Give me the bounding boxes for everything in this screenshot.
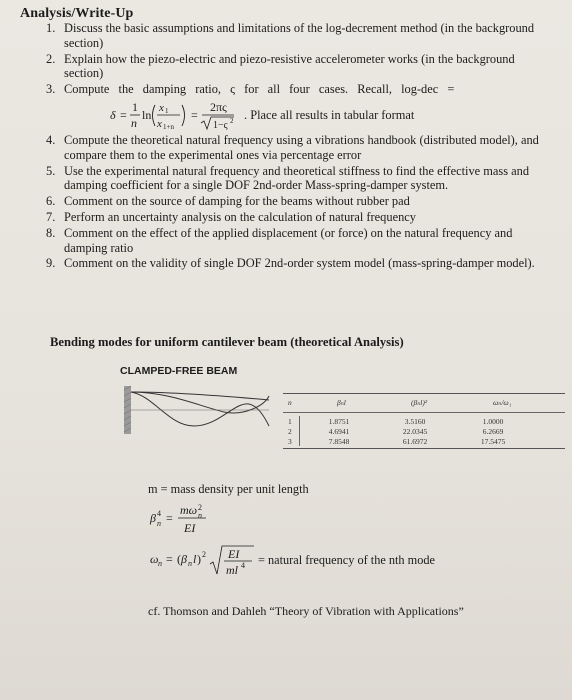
svg-text:x: x xyxy=(159,101,164,114)
table-cell: 17.5475 xyxy=(480,437,506,446)
task-list xyxy=(46,20,556,271)
list-item xyxy=(46,226,556,256)
table-cell: 22.0345 xyxy=(402,427,428,436)
list-item xyxy=(46,21,556,51)
svg-text:2: 2 xyxy=(198,503,202,512)
item-number: 5. xyxy=(46,163,56,178)
list-item xyxy=(46,133,556,163)
table-cell: 4.6941 xyxy=(328,427,350,436)
list-item xyxy=(46,82,556,97)
svg-text:1: 1 xyxy=(132,99,138,114)
svg-text:1: 1 xyxy=(165,106,169,115)
log-dec-equation xyxy=(108,98,262,132)
list-item xyxy=(46,194,556,209)
svg-text:=: = xyxy=(166,511,173,525)
mode-shapes xyxy=(131,392,269,426)
svg-text:1+n: 1+n xyxy=(163,122,174,131)
svg-text:n: n xyxy=(157,519,161,528)
item-text: Perform an uncertainty analysis on the calculation of natural frequency xyxy=(64,209,416,224)
item-text: Compute the damping ratio, ς for all four cases. Recall, log-dec = xyxy=(64,82,455,97)
item-number: 8. xyxy=(46,225,56,240)
table-cell: 1.8751 xyxy=(328,417,350,426)
table-header: n xyxy=(288,398,292,407)
mode-shape-diagram xyxy=(124,382,274,442)
item-number: 7. xyxy=(46,209,56,224)
svg-text:n: n xyxy=(188,559,192,568)
svg-text:EI: EI xyxy=(228,547,240,561)
table-cell: 3.5160 xyxy=(404,417,426,426)
svg-text:(: ( xyxy=(177,552,181,566)
item-number: 9. xyxy=(46,256,56,271)
svg-text:ω: ω xyxy=(150,552,159,566)
svg-text:mω: mω xyxy=(180,503,198,517)
svg-text:4: 4 xyxy=(241,561,245,570)
svg-text:ln: ln xyxy=(142,107,152,122)
frequency-note: = natural frequency of the nth mode xyxy=(258,552,435,567)
page-title: Analysis/Write-Up xyxy=(20,6,134,21)
citation: cf. Thomson and Dahleh “Theory of Vibration with Applications” xyxy=(148,604,464,618)
frequency-table xyxy=(283,393,565,449)
svg-text:EI: EI xyxy=(184,521,196,535)
svg-text:ml: ml xyxy=(226,563,238,577)
table-cell: 61.6972 xyxy=(402,437,428,446)
item-text: Discuss the basic assumptions and limitations of the log-decrement method (in the background section) xyxy=(64,21,535,50)
beta-equation xyxy=(148,500,238,540)
item-number: 4. xyxy=(46,132,56,147)
svg-text:=: = xyxy=(120,107,127,122)
svg-text:x: x xyxy=(157,117,162,130)
svg-text:n: n xyxy=(158,559,162,568)
item-number: 2. xyxy=(46,51,56,66)
svg-text:l: l xyxy=(193,552,197,566)
mass-definition: m = mass density per unit length xyxy=(148,482,309,496)
svg-text:): ) xyxy=(197,552,201,566)
svg-text:2: 2 xyxy=(202,550,206,559)
svg-text:β: β xyxy=(150,511,156,525)
item-number: 6. xyxy=(46,194,56,209)
svg-text:δ: δ xyxy=(110,107,116,122)
svg-text:4: 4 xyxy=(157,509,161,518)
natural-frequency-equation xyxy=(148,540,435,580)
mode-3-curve xyxy=(131,392,269,426)
clamped-support xyxy=(124,386,131,434)
svg-text:1−ς: 1−ς xyxy=(213,119,228,131)
table-cell: 7.8548 xyxy=(328,437,350,446)
table-cell: 1.0000 xyxy=(482,417,504,426)
list-item xyxy=(46,164,556,194)
beam-title: CLAMPED-FREE BEAM xyxy=(120,365,238,377)
svg-text:=: = xyxy=(166,552,173,566)
svg-text:2πς: 2πς xyxy=(210,99,227,114)
log-decrement-formula xyxy=(108,98,556,132)
item-text: Comment on the effect of the applied displacement (or force) on the natural frequency and damping ratio xyxy=(64,225,513,255)
svg-text:=: = xyxy=(191,107,198,122)
table-header: ωₙ/ω₁ xyxy=(493,398,512,407)
svg-text:2: 2 xyxy=(230,116,234,125)
table-cell: 3 xyxy=(288,437,292,446)
table-cell: 6.2669 xyxy=(482,427,504,436)
item-text: Comment on the source of damping for the beams without rubber pad xyxy=(64,194,410,209)
item-text: Use the experimental natural frequency and theoretical stiffness to find the effective mass and damping coefficient for a single DOF 2nd-order Mass-spring-damper system. xyxy=(64,163,530,193)
table-header: βₙl xyxy=(337,398,346,407)
formula-note: . Place all results in tabular format xyxy=(244,107,415,122)
item-text: Compute the theoretical natural frequency using a vibrations handbook (distributed model), and compare them to the experimental ones via percentage error xyxy=(64,132,539,162)
table-cell: 2 xyxy=(288,427,292,436)
table-header: (βₙl)² xyxy=(411,398,428,407)
section-title: Bending modes for uniform cantilever beam (theoretical Analysis) xyxy=(50,335,404,349)
list-item xyxy=(46,52,556,82)
svg-text:n: n xyxy=(131,115,137,130)
item-text: Comment on the validity of single DOF 2nd-order system model (mass-spring-damper model). xyxy=(64,256,535,271)
omega-equation xyxy=(148,540,256,580)
table-cell: 1 xyxy=(288,417,292,426)
svg-text:β: β xyxy=(181,552,187,566)
list-item xyxy=(46,256,556,271)
item-text: Explain how the piezo-electric and piezo-resistive accelerometer works (in the background section) xyxy=(64,51,515,81)
item-number: 1. xyxy=(46,21,56,35)
svg-text:n: n xyxy=(198,511,202,520)
list-item xyxy=(46,210,556,225)
item-number: 3. xyxy=(46,82,56,97)
